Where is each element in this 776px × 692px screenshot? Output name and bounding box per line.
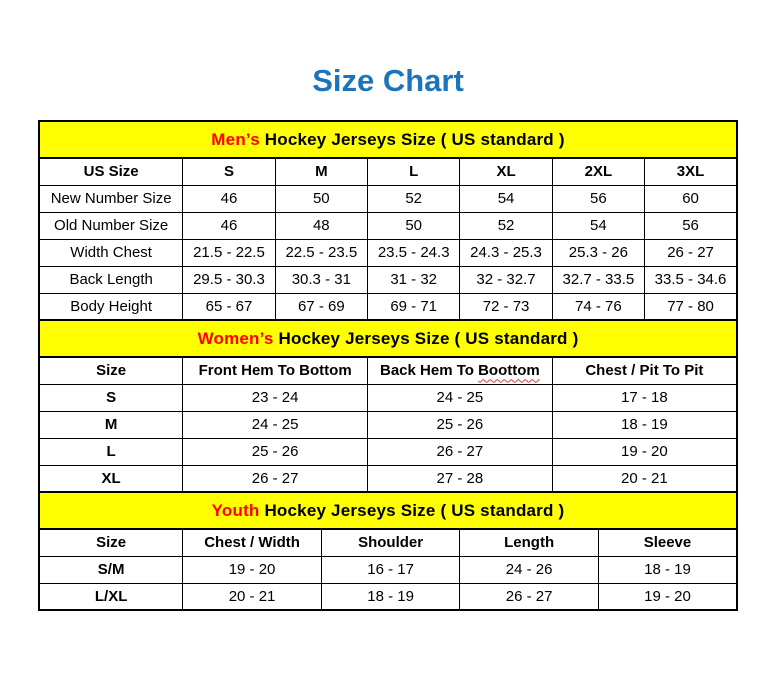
column-header: XL: [460, 158, 552, 185]
column-header: Back Hem To Boottom: [368, 357, 553, 384]
cell-value: 56: [645, 212, 737, 239]
cell-value: 67 - 69: [275, 293, 367, 320]
cell-value: 24 - 25: [183, 411, 368, 438]
cell-value: 26 - 27: [460, 583, 599, 610]
cell-value: 25 - 26: [183, 438, 368, 465]
mens-table-body: [39, 185, 737, 320]
cell-value: 30.3 - 31: [275, 266, 367, 293]
column-header: Size: [39, 357, 183, 384]
cell-value: 72 - 73: [460, 293, 552, 320]
cell-value: 19 - 20: [552, 438, 737, 465]
womens-section-banner: [39, 320, 737, 357]
row-label: Width Chest: [39, 239, 183, 266]
cell-value: 18 - 19: [598, 556, 737, 583]
column-header: Size: [39, 529, 183, 556]
table-row: [39, 465, 737, 492]
table-row: [39, 185, 737, 212]
cell-value: 24.3 - 25.3: [460, 239, 552, 266]
youth-banner-highlight: Youth: [211, 500, 260, 520]
youth-banner-text: Hockey Jerseys Size ( US standard ): [259, 500, 565, 520]
mens-column-header-row: [39, 158, 737, 185]
cell-value: 48: [275, 212, 367, 239]
youth-size-table: [38, 491, 738, 611]
womens-banner-cell: [39, 320, 737, 357]
row-label: S: [39, 384, 183, 411]
cell-value: 20 - 21: [183, 583, 322, 610]
cell-value: 65 - 67: [183, 293, 275, 320]
cell-value: 19 - 20: [183, 556, 322, 583]
cell-value: 21.5 - 22.5: [183, 239, 275, 266]
youth-section-banner: [39, 492, 737, 529]
row-label: Body Height: [39, 293, 183, 320]
cell-value: 22.5 - 23.5: [275, 239, 367, 266]
cell-value: 20 - 21: [552, 465, 737, 492]
column-header: Length: [460, 529, 599, 556]
mens-banner-text: Hockey Jerseys Size ( US standard ): [259, 129, 565, 149]
table-row: [39, 266, 737, 293]
mens-section-banner: [39, 121, 737, 158]
table-row: [39, 438, 737, 465]
column-header: M: [275, 158, 367, 185]
table-row: [39, 212, 737, 239]
cell-value: 23.5 - 24.3: [368, 239, 460, 266]
cell-value: 33.5 - 34.6: [645, 266, 737, 293]
cell-value: 32.7 - 33.5: [552, 266, 644, 293]
column-header: 3XL: [645, 158, 737, 185]
cell-value: 54: [460, 185, 552, 212]
cell-value: 26 - 27: [645, 239, 737, 266]
row-label: S/M: [39, 556, 183, 583]
table-row: [39, 411, 737, 438]
cell-value: 23 - 24: [183, 384, 368, 411]
table-row: [39, 384, 737, 411]
youth-banner-cell: [39, 492, 737, 529]
column-header: S: [183, 158, 275, 185]
cell-value: 17 - 18: [552, 384, 737, 411]
row-label: Old Number Size: [39, 212, 183, 239]
column-header: Chest / Pit To Pit: [552, 357, 737, 384]
table-row: [39, 583, 737, 610]
womens-banner-highlight: Women’s: [197, 328, 274, 348]
column-header: 2XL: [552, 158, 644, 185]
womens-table-body: [39, 384, 737, 492]
mens-size-table: [38, 120, 738, 321]
cell-value: 29.5 - 30.3: [183, 266, 275, 293]
table-row: [39, 239, 737, 266]
cell-value: 27 - 28: [368, 465, 553, 492]
cell-value: 46: [183, 185, 275, 212]
row-label: L: [39, 438, 183, 465]
cell-value: 24 - 25: [368, 384, 553, 411]
cell-value: 54: [552, 212, 644, 239]
mens-banner-cell: [39, 121, 737, 158]
cell-value: 24 - 26: [460, 556, 599, 583]
cell-value: 26 - 27: [368, 438, 553, 465]
row-label: L/XL: [39, 583, 183, 610]
cell-value: 18 - 19: [552, 411, 737, 438]
column-header: Chest / Width: [183, 529, 322, 556]
row-label: Back Length: [39, 266, 183, 293]
youth-column-header-row: [39, 529, 737, 556]
cell-value: 46: [183, 212, 275, 239]
size-chart-tables: [38, 120, 738, 611]
cell-value: 50: [275, 185, 367, 212]
column-header: Front Hem To Bottom: [183, 357, 368, 384]
youth-table-body: [39, 556, 737, 610]
column-header: Shoulder: [321, 529, 460, 556]
cell-value: 50: [368, 212, 460, 239]
cell-value: 56: [552, 185, 644, 212]
cell-value: 52: [368, 185, 460, 212]
column-header: Sleeve: [598, 529, 737, 556]
cell-value: 18 - 19: [321, 583, 460, 610]
mens-banner-highlight: Men’s: [211, 129, 260, 149]
womens-column-header-row: [39, 357, 737, 384]
cell-value: 69 - 71: [368, 293, 460, 320]
cell-value: 16 - 17: [321, 556, 460, 583]
cell-value: 52: [460, 212, 552, 239]
womens-size-table: [38, 319, 738, 493]
cell-value: 32 - 32.7: [460, 266, 552, 293]
cell-value: 25 - 26: [368, 411, 553, 438]
row-label: New Number Size: [39, 185, 183, 212]
cell-value: 31 - 32: [368, 266, 460, 293]
cell-value: 60: [645, 185, 737, 212]
table-row: [39, 556, 737, 583]
womens-banner-text: Hockey Jerseys Size ( US standard ): [273, 328, 579, 348]
misspelled-word: Boottom: [478, 362, 540, 380]
page-title: Size Chart: [312, 63, 464, 98]
row-label: XL: [39, 465, 183, 492]
cell-value: 26 - 27: [183, 465, 368, 492]
cell-value: 74 - 76: [552, 293, 644, 320]
column-header: US Size: [39, 158, 183, 185]
column-header: L: [368, 158, 460, 185]
cell-value: 25.3 - 26: [552, 239, 644, 266]
table-row: [39, 293, 737, 320]
row-label: M: [39, 411, 183, 438]
cell-value: 19 - 20: [598, 583, 737, 610]
cell-value: 77 - 80: [645, 293, 737, 320]
